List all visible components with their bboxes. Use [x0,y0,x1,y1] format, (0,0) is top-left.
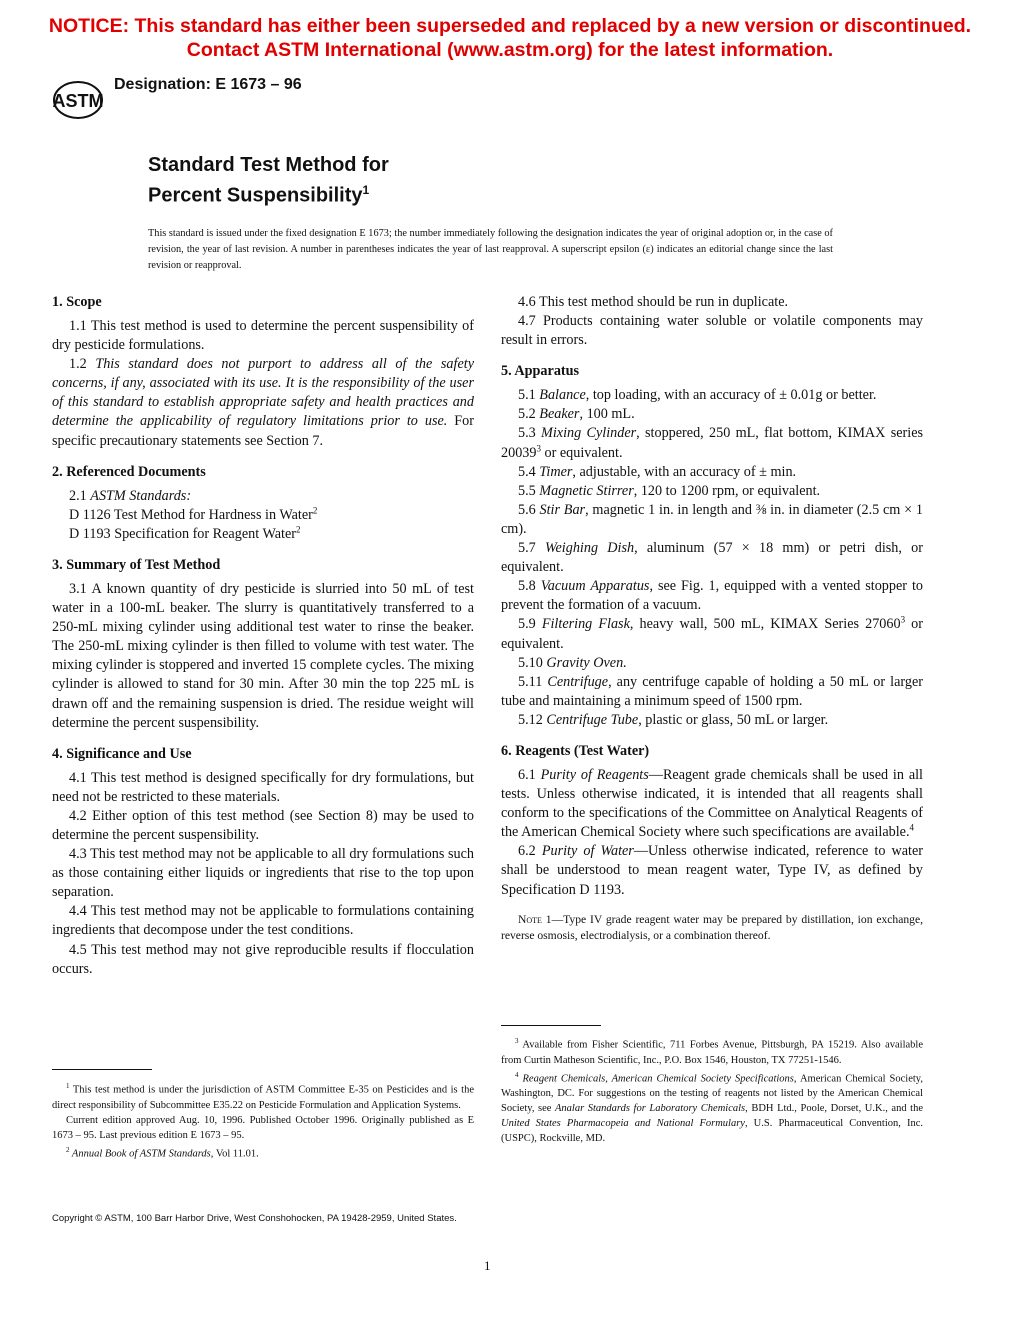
apparatus-item: 5.7 Weighing Dish, aluminum (57 × 18 mm) or petri dish, or equivalent. [501,540,923,576]
notice-line-1: NOTICE: This standard has either been superseded and replaced by a new version or discontinued. [48,15,972,37]
apparatus-item: 5.11 Centrifuge, any centrifuge capable of holding a 50 mL or larger tube and maintaining a minimum speed of 1500 rpm. [501,673,923,709]
paragraph: 4.2 Either option of this test method (see Section 8) may be used to determine the percent suspensibility. [52,807,474,843]
astm-logo-text: ASTM [52,91,104,111]
footnote: $^2$ Annual Book of ASTM Standards, Vol 11.01. [66,1145,259,1159]
paragraph: 3.1 A known quantity of dry pesticide is slurried into 50 mL of test water in a 100-mL beaker. The slurry is quantitatively transferred to a 250-mL mixing cylinder using additional test water to rinse the beaker. The 250-mL mixing cylinder is then filled to volume with test water. The mixing cylinder is stoppered and inverted 15 complete cycles. The mixing cylinder is allowed to stand for 30 min. After 30 min the top 225 mL is drawn off and the remaining suspension is dried. The residue weight will determine the percent suspensibility. [52,580,474,731]
footnote: $^1$ This test method is under the jurisdiction of ASTM Committee E-35 on Pesticides and is the direct responsibility of Subcommittee E35.22 on Pesticide Formulation and Application Systems. [52,1082,474,1111]
section-heading: 6. Reagents (Test Water) [501,742,650,759]
apparatus-item: 5.1 Balance, top loading, with an accuracy of ± 0.01g or better. [518,387,877,404]
section-heading: 5. Apparatus [501,363,580,380]
paragraph: 6.1 Purity of Reagents—Reagent grade chemicals shall be used in all tests. Unless otherwise indicated, it is intended that all reagents shall conform to the specifications of the Committee on Analytical Reagents of the American Chemical Society where such specifications are available.$^4$ [501,766,923,841]
notice-line-2: Contact ASTM International (www.astm.org) for the latest information. [186,39,834,61]
title-line-2: Percent Suspensibility$^1$ [148,183,370,207]
apparatus-item: 5.10 Gravity Oven. [518,654,627,671]
apparatus-item: 5.9 Filtering Flask, heavy wall, 500 mL, KIMAX Series 27060$^3$ or equivalent. [501,614,923,652]
paragraph: 2.1 ASTM Standards: [69,487,192,504]
designation: Designation: E 1673 – 96 [114,76,302,93]
title-footnote-ref: 1 [362,183,370,197]
paragraph: 1.1 This test method is used to determine the percent suspensibility of dry pesticide formulations. [52,318,474,354]
footnotes-left [52,1079,474,1161]
page-number: 1 [484,1258,491,1273]
paragraph: 4.5 This test method may not give reproducible results if flocculation occurs. [52,941,474,977]
right-column [501,293,923,944]
apparatus-item: 5.2 Beaker, 100 mL. [518,406,635,423]
footnote: $^3$ Available from Fisher Scientific, 711 Forbes Avenue, Pittsburgh, PA 15219. Also available from Curtin Matheson Scientific, Inc., P.O. Box 1546, Houston, TX 77251-1546. [501,1037,923,1066]
issuance-statement: This standard is issued under the fixed designation E 1673; the number immediately following the designation indicates the year of original adoption or, in the case of revision, the year of last revision. A number in parentheses indicates the year of last reapproval. A superscript epsilon (ε) indicates an editorial change since the last revision or reapproval. [148,228,833,271]
apparatus-list [501,386,923,730]
apparatus-item: 5.4 Timer, adjustable, with an accuracy of ± min. [518,463,797,480]
document-title [148,153,389,209]
paragraph: 4.3 This test method may not be applicable to all dry formulations such as those containing either liquids or ingredients that rise to the top upon separation. [52,846,474,901]
apparatus-item: 5.3 Mixing Cylinder, stoppered, 250 mL, flat bottom, KIMAX series 20039$^3$ or equivalent. [501,425,924,461]
paragraph: 6.2 Purity of Water—Unless otherwise indicated, reference to water shall be understood to mean reagent water, Type IV, as defined by Specification D 1193. [501,843,923,898]
notice-banner [0,14,1020,62]
copyright: Copyright © ASTM, 100 Barr Harbor Drive, West Conshohocken, PA 19428-2959, United States. [52,1213,457,1224]
apparatus-item: 5.8 Vacuum Apparatus, see Fig. 1, equipped with a vented stopper to prevent the formation of a vacuum. [501,578,924,614]
footnote-rule [501,1025,601,1026]
apparatus-item: 5.6 Stir Bar, magnetic 1 in. in length and ⅜ in. in diameter (2.5 cm × 1 cm). [501,501,923,537]
footnote: Current edition approved Aug. 10, 1996. Published October 1996. Originally published as E 1673 – 95. Last previous edition E 1673 – 95. [52,1114,474,1141]
reference-item: D 1126 Test Method for Hardness in Water$^2$ [69,505,318,523]
apparatus-item: 5.12 Centrifuge Tube, plastic or glass, 50 mL or larger. [518,711,829,728]
paragraph: 4.4 This test method may not be applicable to formulations containing ingredients that decompose under the test conditions. [52,903,474,939]
reference-item: D 1193 Specification for Reagent Water$^2$ [69,524,301,542]
astm-logo-icon [52,80,104,120]
section-heading: 3. Summary of Test Method [52,556,221,573]
left-column [52,293,474,979]
section-heading: 4. Significance and Use [52,745,192,762]
paragraph: 4.1 This test method is designed specifically for dry formulations, but need not be restricted to these materials. [52,769,474,805]
paragraph: 4.6 This test method should be run in duplicate. [518,294,789,310]
footnote: $^4$ Reagent Chemicals, American Chemical Society Specifications, American Chemical Society, Washington, DC. For suggestions on the testing of reagents not listed by the American Chemical Society, see Analar Standards for Laboratory Chemicals, BDH Ltd., Poole, Dorset, U.K., and the United States Pharmacopeia and National Formulary, U.S. Pharmaceutical Convention, Inc. (USPC), Rockville, MD. [501,1070,923,1144]
footnote-rule [52,1069,152,1070]
note: Note 1—Type IV grade reagent water may be prepared by distillation, ion exchange, reverse osmosis, electrodialysis, or a combination thereof. [501,912,923,942]
paragraph: 1.2 This standard does not purport to address all of the safety concerns, if any, associated with its use. It is the responsibility of the user of this standard to establish appropriate safety and health practices and determine the applicability of regulatory limitations prior to use. For specific precautionary statements see Section 7. [52,356,474,449]
footnotes-right [501,1034,923,1146]
apparatus-item: 5.5 Magnetic Stirrer, 120 to 1200 rpm, or equivalent. [518,482,821,499]
section-heading: 2. Referenced Documents [52,463,206,480]
paragraph: 4.7 Products containing water soluble or volatile components may result in errors. [501,313,923,349]
title-line-1: Standard Test Method for [148,154,389,176]
section-heading: 1. Scope [52,294,102,310]
